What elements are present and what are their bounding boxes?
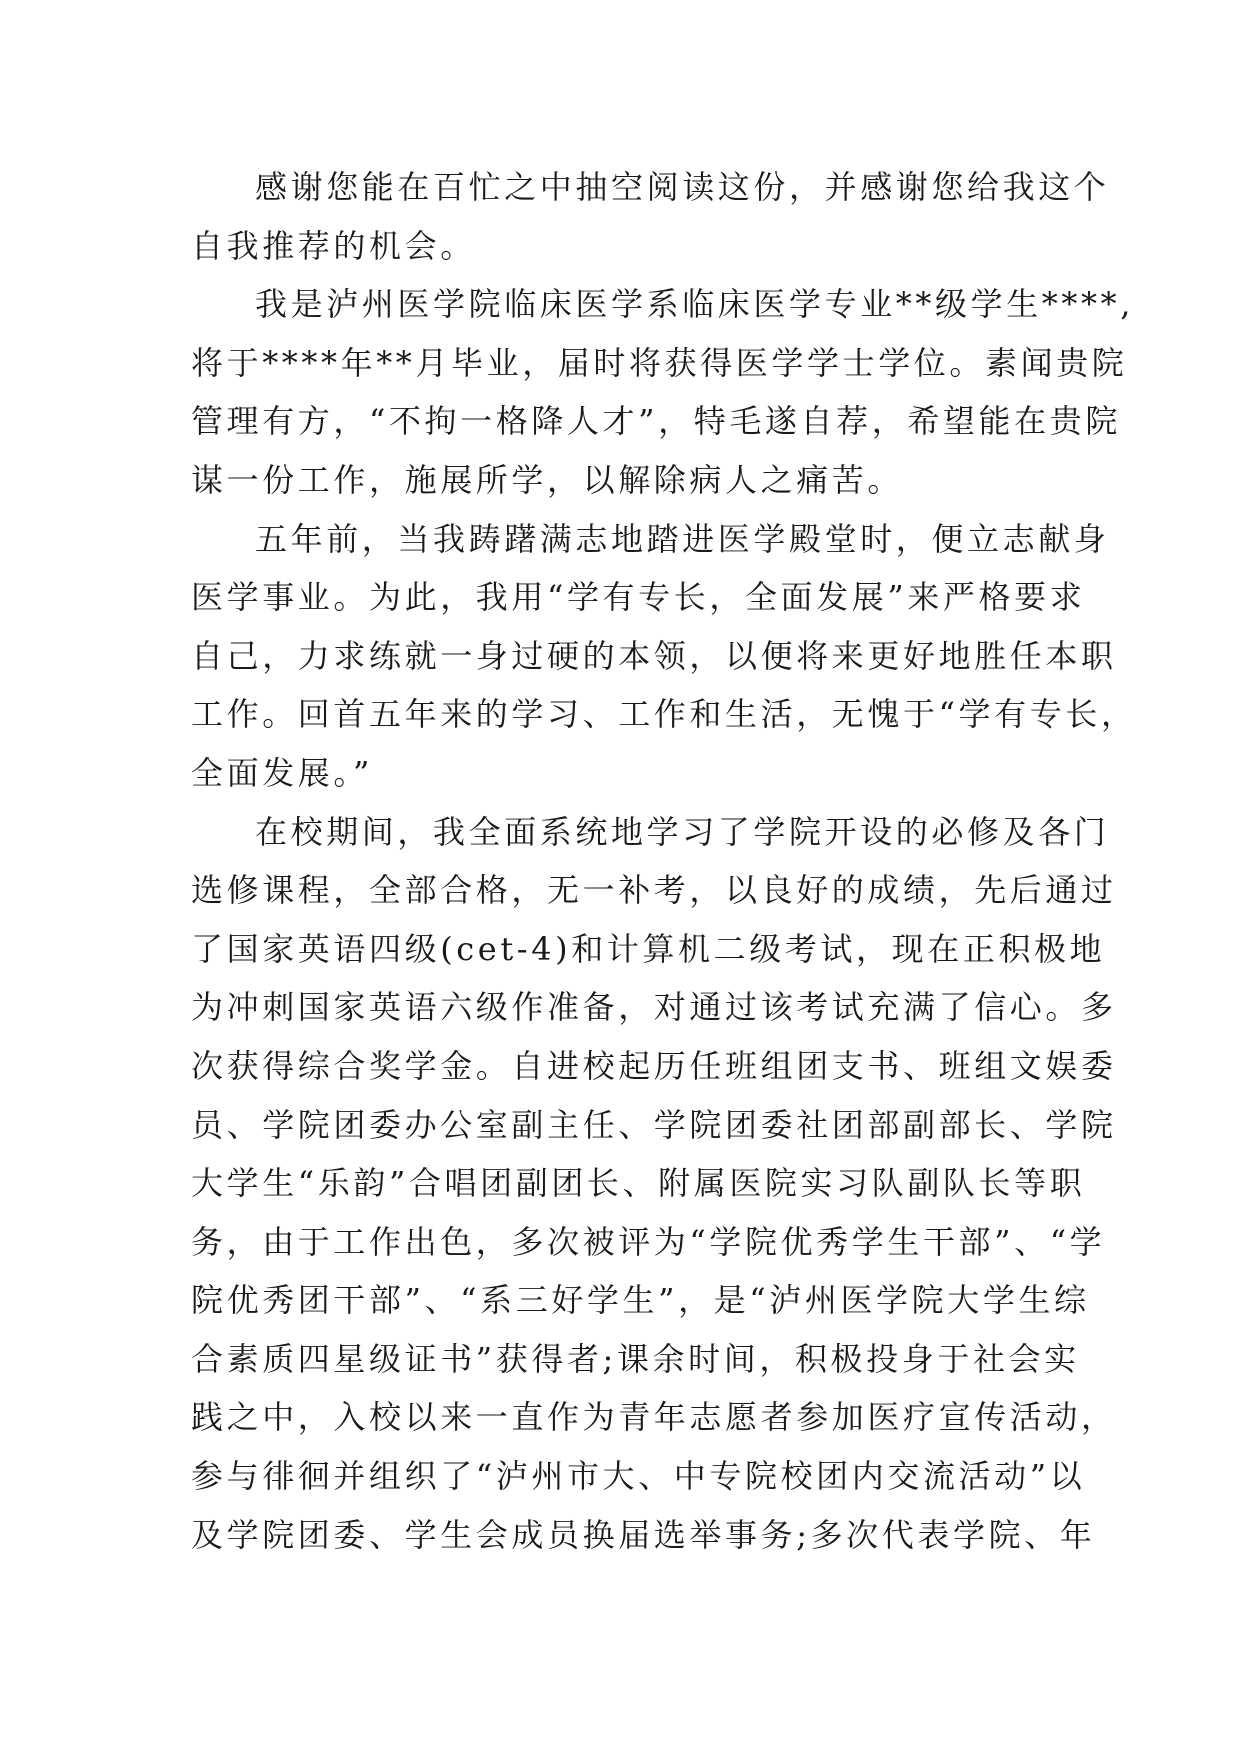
text-line: 自我推荐的机会。 (191, 226, 476, 265)
text-line: 员、学院团委办公室副主任、学院团委社团部副部长、学院 (191, 1105, 1117, 1144)
paragraph-opening (191, 158, 1110, 275)
text-line: 大学生“乐韵”合唱团副团长、附属医院实习队副队长等职 (191, 1164, 1086, 1203)
text-line: 了国家英语四级(cet-4)和计算机二级考试，现在正积极地 (191, 929, 1106, 968)
text-line: 感谢您能在百忙之中抽空阅读这份，并感谢您给我这个 (255, 168, 1110, 206)
text-line: 管理有方，“不拘一格降人才”，特毛遂自荐，希望能在贵院 (191, 402, 1121, 441)
paragraph-school-experience (191, 803, 1117, 1565)
text-line: 及学院团委、学生会成员换届选举事务;多次代表学院、年 (191, 1515, 1096, 1554)
paragraph-introduction (191, 275, 1134, 509)
text-line: 工作。回首五年来的学习、工作和生活，无愧于“学有专长， (191, 695, 1137, 734)
paragraph-ambition (191, 510, 1137, 803)
text-line: 参与徘徊并组织了“泸州市大、中专院校团内交流活动”以 (191, 1457, 1086, 1496)
text-line: 谋一份工作，施展所学，以解除病人之痛苦。 (191, 460, 904, 499)
text-line: 在校期间，我全面系统地学习了学院开设的必修及各门 (255, 812, 1110, 851)
text-line: 务，由于工作出色，多次被评为“学院优秀学生干部”、“学 (191, 1222, 1106, 1261)
letter-body (191, 158, 1137, 1564)
text-line: 院优秀团干部”、“系三好学生”，是“泸州医学院大学生综 (191, 1281, 1090, 1320)
text-line: 五年前，当我踌躇满志地踏进医学殿堂时，便立志献身 (255, 519, 1110, 558)
text-line: 选修课程，全部合格，无一补考，以良好的成绩，先后通过 (191, 871, 1117, 910)
text-line: 将于****年**月毕业，届时将获得医学学士学位。素闻贵院 (191, 343, 1128, 382)
text-line: 全面发展。” (191, 753, 373, 792)
text-line: 医学事业。为此，我用“学有专长，全面发展”来严格要求 (191, 578, 1086, 617)
text-line: 次获得综合奖学金。自进校起历任班组团支书、班组文娱委 (191, 1046, 1117, 1085)
text-line: 自己，力求练就一身过硬的本领，以便将来更好地胜任本职 (191, 636, 1117, 675)
text-line: 践之中，入校以来一直作为青年志愿者参加医疗宣传活动， (191, 1398, 1117, 1437)
text-line: 合素质四星级证书”获得者;课余时间，积极投身于社会实 (191, 1339, 1080, 1378)
text-line: 我是泸州医学院临床医学系临床医学专业**级学生****, (255, 285, 1134, 324)
text-line: 为冲刺国家英语六级作准备，对通过该考试充满了信心。多 (191, 988, 1117, 1027)
